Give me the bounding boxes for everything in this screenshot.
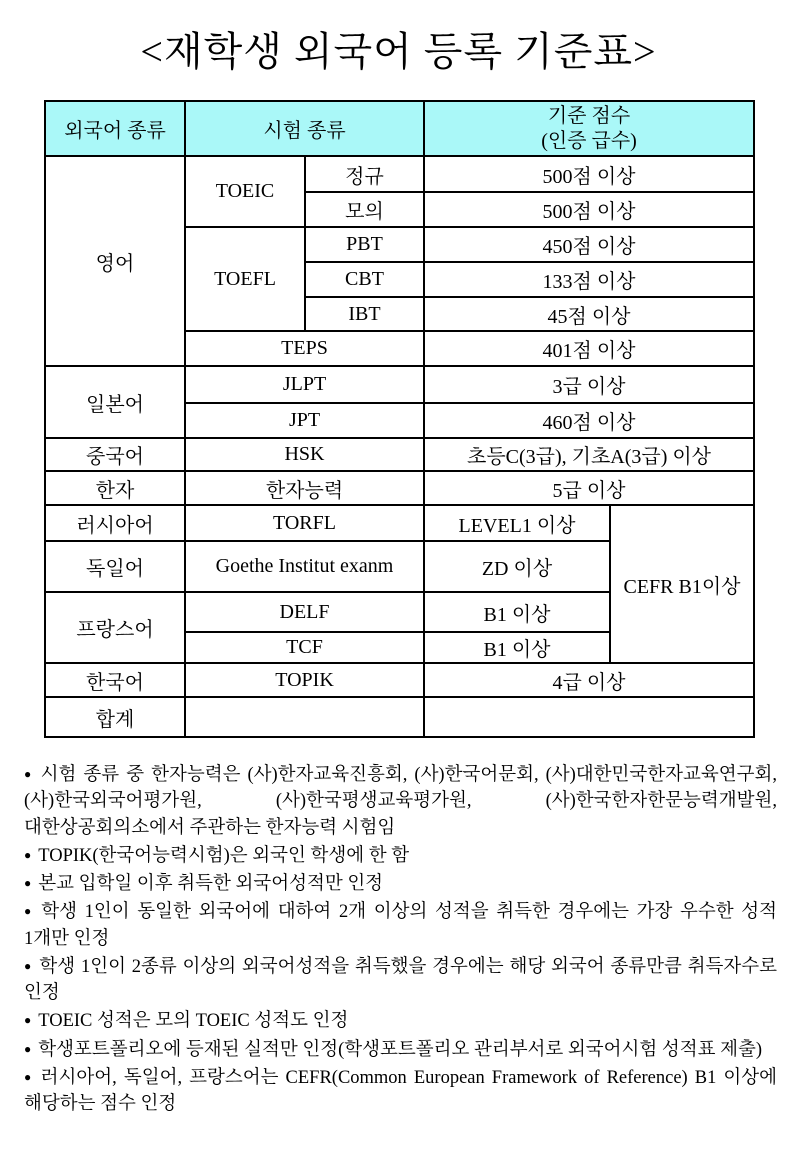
cell-score-goethe: ZD 이상 — [424, 541, 610, 592]
cell-subtype-toeic-regular: 정규 — [305, 156, 424, 192]
cell-score-tcf: B1 이상 — [424, 632, 610, 663]
cell-exam-hanja: 한자능력 — [185, 471, 424, 505]
bullet-icon: ● — [24, 767, 34, 781]
cell-total-exam-empty — [185, 697, 424, 737]
cell-score-toefl-pbt: 450점 이상 — [424, 227, 754, 262]
bullet-icon: ● — [24, 847, 32, 862]
cell-language-japanese: 일본어 — [45, 366, 185, 438]
cell-subtype-toefl-cbt: CBT — [305, 262, 424, 297]
cell-score-toefl-ibt: 45점 이상 — [424, 297, 754, 331]
note-item — [24, 871, 777, 897]
cell-exam-toefl: TOEFL — [185, 227, 305, 331]
bullet-icon: ● — [24, 904, 35, 919]
table-header-row — [45, 101, 754, 156]
note-text: TOPIK(한국어능력시험)은 외국인 학생에 한 함 — [38, 845, 410, 866]
cell-language-english: 영어 — [45, 156, 185, 366]
cell-score-hsk: 초등C(3급), 기초A(3급) 이상 — [424, 438, 754, 471]
bullet-icon: ● — [24, 1041, 32, 1056]
cell-score-topik: 4급 이상 — [424, 663, 754, 697]
document-page — [0, 26, 797, 1161]
notes-section — [24, 762, 777, 1117]
cell-score-toeic-regular: 500점 이상 — [424, 156, 754, 192]
cell-subtype-toefl-ibt: IBT — [305, 297, 424, 331]
cell-exam-hsk: HSK — [185, 438, 424, 471]
table-row — [45, 697, 754, 737]
note-text: TOEIC 성적은 모의 TOEIC 성적도 인정 — [38, 1011, 349, 1032]
cell-exam-teps: TEPS — [185, 331, 424, 366]
bullet-icon: ● — [24, 958, 33, 973]
table-row — [45, 663, 754, 697]
cell-language-hanja: 한자 — [45, 471, 185, 505]
cell-exam-toeic: TOEIC — [185, 156, 305, 227]
col-header-score — [424, 101, 754, 156]
cell-score-torfl: LEVEL1 이상 — [424, 505, 610, 541]
table-row — [45, 156, 754, 192]
table-row — [45, 366, 754, 403]
cell-exam-tcf: TCF — [185, 632, 424, 663]
page-title: <재학생 외국어 등록 기준표> — [140, 29, 657, 74]
cell-exam-topik: TOPIK — [185, 663, 424, 697]
col-header-score-line1: 기준 점수 — [547, 105, 631, 128]
cell-score-cefr: CEFR B1이상 — [610, 505, 754, 663]
note-text: 학생 1인이 동일한 외국어에 대하여 2개 이상의 성적을 취득한 경우에는 가장 우수한 성적 1개만 인정 — [24, 902, 778, 949]
note-item — [24, 843, 777, 869]
cell-language-chinese: 중국어 — [45, 438, 185, 471]
col-header-language: 외국어 종류 — [45, 101, 185, 156]
cell-exam-jlpt: JLPT — [185, 366, 424, 403]
table-row — [45, 438, 754, 471]
note-item — [24, 899, 777, 952]
cell-subtype-toeic-mock: 모의 — [305, 192, 424, 227]
bullet-icon: ● — [24, 876, 32, 891]
table-row — [45, 471, 754, 505]
bullet-icon: ● — [24, 1069, 34, 1084]
note-text: 학생 1인이 2종류 이상의 외국어성적을 취득했을 경우에는 해당 외국어 종류만큼 취득자수로 인정 — [24, 956, 778, 1004]
note-item — [24, 762, 777, 841]
cell-language-total: 합계 — [45, 697, 185, 737]
cell-language-german: 독일어 — [45, 541, 185, 592]
cell-score-jlpt: 3급 이상 — [424, 366, 754, 403]
note-item — [24, 954, 777, 1007]
cell-score-toeic-mock: 500점 이상 — [424, 192, 754, 227]
bullet-icon: ● — [24, 1013, 32, 1028]
cell-total-score-empty — [424, 697, 754, 737]
criteria-table — [44, 100, 755, 738]
col-header-score-line2: (인증 급수) — [541, 129, 637, 152]
cell-language-korean: 한국어 — [45, 663, 185, 697]
cell-exam-delf: DELF — [185, 592, 424, 632]
note-item — [24, 1037, 777, 1063]
cell-score-teps: 401점 이상 — [424, 331, 754, 366]
note-text: 본교 입학일 이후 취득한 외국어성적만 인정 — [38, 874, 384, 895]
cell-exam-torfl: TORFL — [185, 505, 424, 541]
cell-score-hanja: 5급 이상 — [424, 471, 754, 505]
cell-exam-goethe: Goethe Institut exanm — [185, 541, 424, 592]
col-header-exam: 시험 종류 — [185, 101, 424, 156]
cell-language-russian: 러시아어 — [45, 505, 185, 541]
cell-score-jpt: 460점 이상 — [424, 403, 754, 438]
cell-exam-jpt: JPT — [185, 403, 424, 438]
cell-subtype-toefl-pbt: PBT — [305, 227, 424, 262]
note-item — [24, 1065, 777, 1118]
note-text: 시험 종류 중 한자능력은 (사)한자교육진흥회, (사)한국어문회, (사)대한민국한자교육연구회, (사)한국외국어평가원, (사)한국평생교육평가원, (사)한국한자한문능력개발원, 대한상공회의소에서 주관하는 한자능력 시험임 — [24, 765, 778, 838]
note-text: 학생포트폴리오에 등재된 실적만 인정(학생포트폴리오 관리부서로 외국어시험 성적표 제출) — [38, 1039, 763, 1060]
note-item — [24, 1008, 777, 1034]
cell-language-french: 프랑스어 — [45, 592, 185, 663]
note-text: 러시아어, 독일어, 프랑스어는 CEFR(Common European Framework of Reference) B1 이상에 해당하는 점수 인정 — [24, 1067, 777, 1115]
table-row — [45, 505, 754, 541]
cell-score-toefl-cbt: 133점 이상 — [424, 262, 754, 297]
cell-score-delf: B1 이상 — [424, 592, 610, 632]
